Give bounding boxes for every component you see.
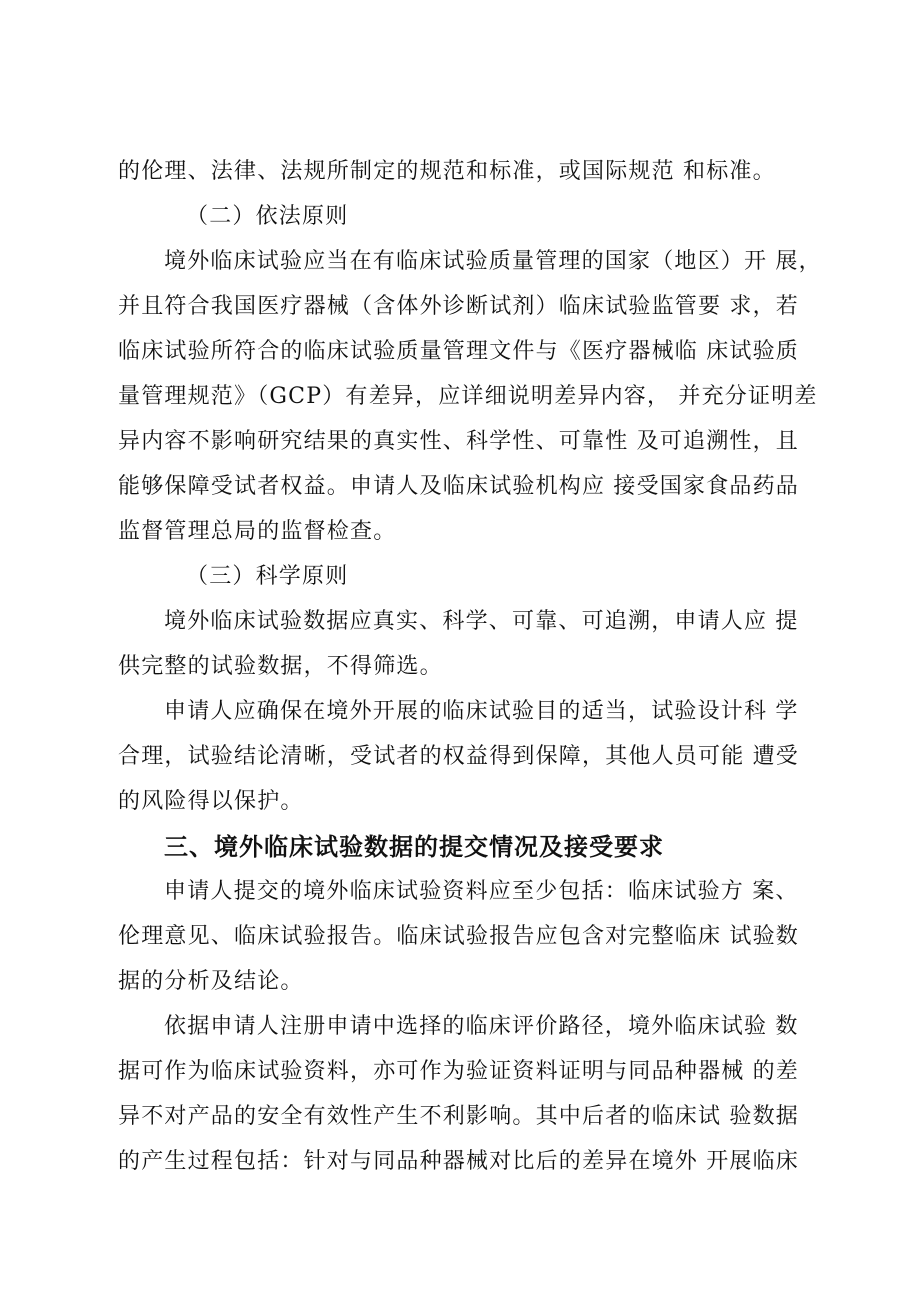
paragraph-line: 量管理规范》（GCP）有差异，应详细说明差异内容， 并充分证明差 [118,384,818,409]
paragraph-line: 临床试验所符合的临床试验质量管理文件与《医疗器械临 床试验质 [118,339,799,364]
paragraph-line: 依据申请人注册申请中选择的临床评价路径，境外临床试验 数 [164,1014,799,1039]
subheading-science-principle: （三）科学原则 [186,564,349,589]
paragraph-line: 合理，试验结论清晰，受试者的权益得到保障，其他人员可能 遭受 [118,744,799,769]
paragraph-line: 申请人应确保在境外开展的临床试验目的适当，试验设计科 学 [164,699,799,724]
paragraph-line: 据的分析及结论。 [118,969,304,994]
paragraph-line: 的产生过程包括：针对与同品种器械对比后的差异在境外 开展临床 [118,1149,799,1174]
paragraph-line: 境外临床试验数据应真实、科学、可靠、可追溯，申请人应 提 [164,609,799,634]
paragraph-line: 监督管理总局的监督检查。 [118,519,397,544]
paragraph-line: 申请人提交的境外临床试验资料应至少包括：临床试验方 案、 [164,879,799,904]
paragraph-line: 伦理意见、临床试验报告。临床试验报告应包含对完整临床 试验数 [118,924,799,949]
paragraph-line: 供完整的试验数据，不得筛选。 [118,654,443,679]
paragraph-line: 据可作为临床试验资料，亦可作为验证资料证明与同品种器械 的差 [118,1059,799,1084]
subheading-legal-principle: （二）依法原则 [186,204,349,229]
paragraph-line: 并且符合我国医疗器械（含体外诊断试剂）临床试验监管要 求，若 [118,294,799,319]
paragraph-line: 境外临床试验应当在有临床试验质量管理的国家（地区）开 展， [164,249,822,274]
paragraph-line: 的风险得以保护。 [118,789,304,814]
paragraph-line: 的伦理、法律、法规所制定的规范和标准，或国际规范 和标准。 [118,159,776,184]
paragraph-line: 异不对产品的安全有效性产生不利影响。其中后者的临床试 验数据 [118,1104,799,1129]
paragraph-line: 异内容不影响研究结果的真实性、科学性、可靠性 及可追溯性，且 [118,429,799,454]
paragraph-line: 能够保障受试者权益。申请人及临床试验机构应 接受国家食品药品 [118,474,799,499]
section-heading: 三、境外临床试验数据的提交情况及接受要求 [164,833,664,861]
